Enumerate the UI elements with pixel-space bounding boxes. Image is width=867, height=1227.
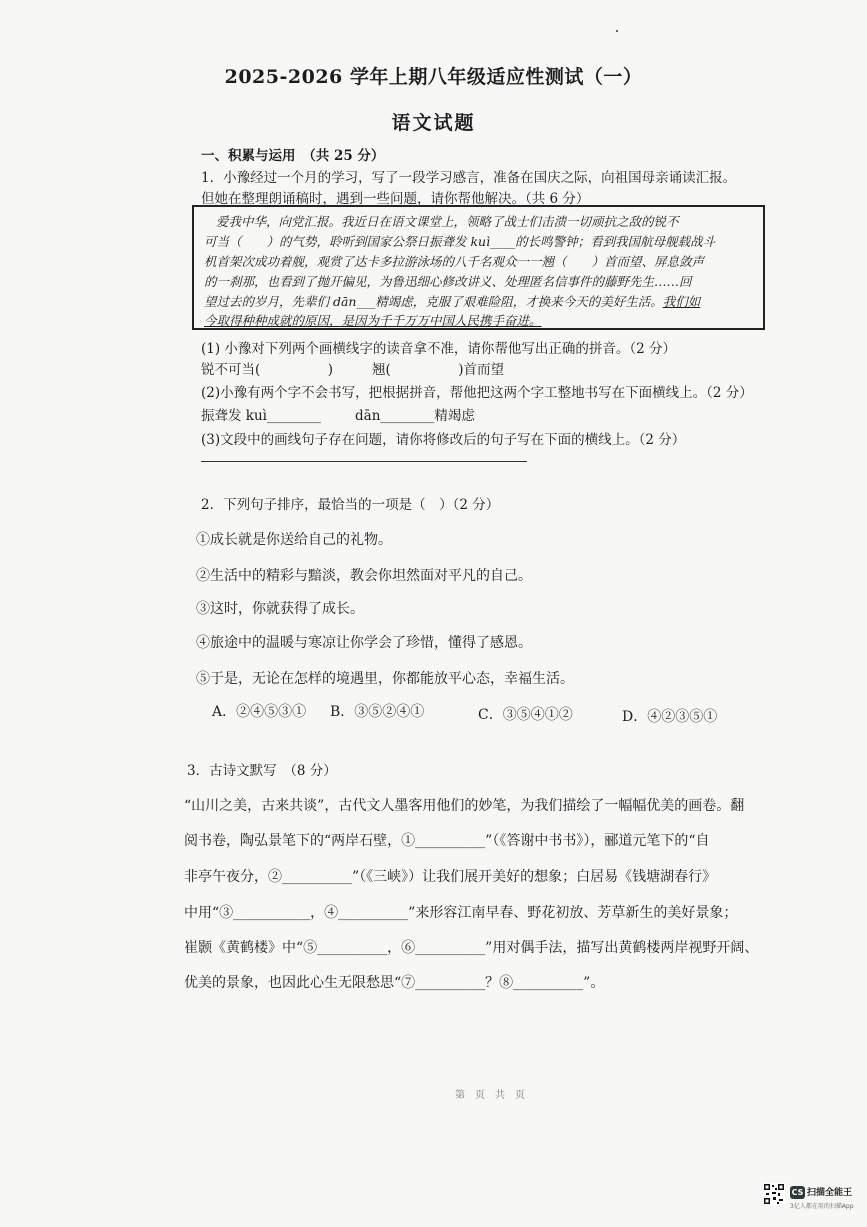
- q3-line: “山川之美，古来共谈”，古代文人墨客用他们的妙笔，为我们描绘了一幅幅优美的画卷。翻: [184, 798, 745, 814]
- q1-sub3: (3)文段中的画线句子存在问题，请你将修改后的句子写在下面的横线上。（2 分）: [201, 432, 686, 448]
- q1-sub1-b: 翘( )首而望: [372, 362, 505, 378]
- q2-option-c: C．③⑤④①②: [478, 707, 573, 723]
- q1-sub2-a: 振聋发 kuì________: [201, 408, 321, 424]
- exam-subtitle: 语文试题: [391, 112, 476, 134]
- scanner-app-name: 扫描全能王: [807, 1188, 853, 1198]
- q2-sentence: ③这时，你就获得了成长。: [196, 601, 364, 617]
- scan-speck: [616, 30, 618, 32]
- passage-text: 望过去的岁月，先辈们 dān___精竭虑，克服了艰难险阻，才换来今天的美好生活。: [204, 294, 663, 309]
- q3-line: 阅书卷，陶弘景笔下的“两岸石壁，①__________”（《答谢中书书》），郦道元笔下的“自: [184, 833, 710, 849]
- passage-line: 可当（ ）的气势，聆听到国家公祭日振聋发 kuì____的长鸣警钟；看到我国航母舰载战斗: [204, 234, 716, 249]
- q3-line: 崔颢《黄鹤楼》中“⑤__________，⑥__________”用对偶手法，描写出黄鹤楼两岸视野开阔、: [184, 940, 759, 956]
- section-heading: 一、积累与运用 （共 25 分）: [201, 148, 385, 164]
- q1-sub2-b: dān________精竭虑: [355, 408, 475, 424]
- underlined-sentence: 我们如: [662, 294, 701, 309]
- passage-line: 爱我中华，向党汇报。我近日在语文课堂上，领略了战士们击溃一切顽抗之敌的锐不: [216, 214, 679, 229]
- underlined-sentence: 今取得种种成就的原因，是因为千千万万中国人民携手奋进。: [204, 313, 542, 328]
- q3-line: 非亭午夜分，②__________”（《三峡》）让我们展开美好的想象；白居易《钱塘湖春行》: [184, 869, 717, 885]
- passage-line: 机首架次成功着舰，观赏了达卡多拉游泳场的八千名观众一一翘（ ）首而望、屏息敛声: [204, 254, 705, 269]
- q3-line: 优美的景象，也因此心生无限愁思“⑦__________？⑧__________”。: [184, 975, 605, 991]
- q1-stem-line1: 1．小豫经过一个月的学习，写了一段学习感言，准备在国庆之际，向祖国母亲诵读汇报。: [201, 170, 737, 186]
- passage-line: 的一刹那，也看到了抛开偏见，为鲁迅细心修改讲义、处理匿名信事件的藤野先生……回: [204, 274, 692, 289]
- q1-sub1-a: 锐不可当( ): [201, 362, 334, 378]
- q2-stem: 2．下列句子排序，最恰当的一项是（ ）（2 分）: [201, 497, 500, 513]
- scanner-logo-icon: CS: [791, 1188, 804, 1197]
- passage-line: [204, 292, 700, 310]
- exam-title: 2025-2026 学年上期八年级适应性测试（一）: [224, 66, 643, 88]
- q2-option-d: D．④②③⑤①: [622, 709, 718, 725]
- q2-option-a: A．②④⑤③①: [212, 704, 307, 720]
- q2-sentence: ⑤于是，无论在怎样的境遇里，你都能放平心态，幸福生活。: [196, 671, 574, 687]
- passage-box: [192, 205, 765, 330]
- q1-sub2: (2)小豫有两个字不会书写，把根据拼音，帮他把这两个字工整地书写在下面横线上。（2 分）: [201, 385, 753, 401]
- q2-option-b: B．③⑤②④①: [330, 704, 425, 720]
- q2-sentence: ①成长就是你送给自己的礼物。: [196, 532, 392, 548]
- q2-sentence: ②生活中的精彩与黯淡，教会你坦然面对平凡的自己。: [196, 568, 532, 584]
- q2-sentence: ④旅途中的温暖与寒凉让你学会了珍惜，懂得了感恩。: [196, 635, 532, 651]
- answer-line: [201, 461, 527, 462]
- page-footer: 第 页 共 页: [455, 1090, 525, 1101]
- scanner-app-tagline: 3亿人都在用的扫描App: [790, 1203, 854, 1210]
- q1-stem-line2: 但她在整理朗诵稿时，遇到一些问题，请你帮他解决。（共 6 分）: [201, 191, 590, 207]
- q3-line: 中用“③___________，④__________”来形容江南早春、野花初放、芳草新生的美好景象；: [184, 905, 738, 921]
- q1-sub1: (1) 小豫对下列两个画横线字的读音拿不准，请你帮他写出正确的拼音。（2 分）: [201, 341, 677, 357]
- qr-code-icon: [763, 1183, 785, 1205]
- q3-heading: 3．古诗文默写 （8 分）: [187, 763, 337, 779]
